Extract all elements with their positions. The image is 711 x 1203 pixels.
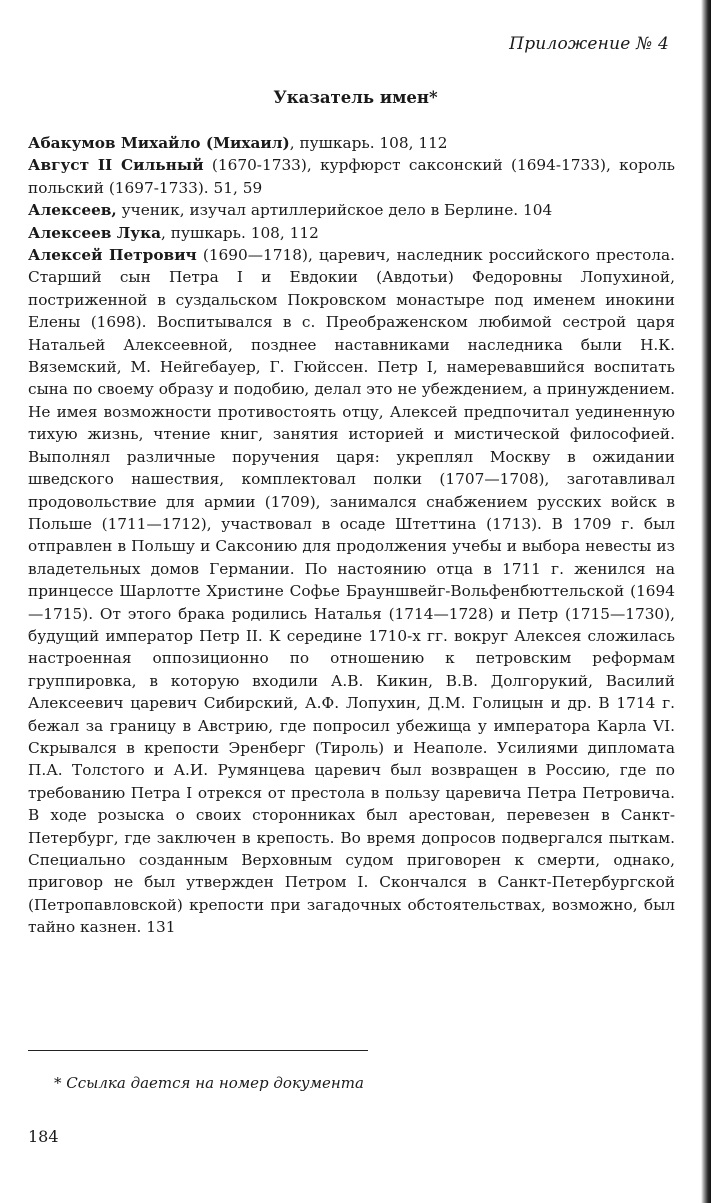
footnote: * Ссылка дается на номер документа (54, 1074, 364, 1092)
entry-name: Алексеев, (28, 201, 117, 220)
page-title: Указатель имен* (273, 88, 438, 107)
appendix-label: Приложение № 4 (509, 34, 669, 54)
entry-text: , пушкарь. 108, 112 (289, 134, 448, 152)
index-entry (28, 244, 675, 939)
entry-name: Август II Сильный (28, 156, 204, 175)
entry-name: Алексей Петрович (28, 246, 197, 265)
entry-name: Абакумов Михайло (Михаил) (28, 134, 290, 152)
index-entries (28, 132, 675, 939)
entry-text: ученик, изучал артиллерийское дело в Берлине. 104 (116, 201, 553, 220)
footnote-divider (28, 1050, 368, 1051)
entry-text: , пушкарь. 108, 112 (161, 223, 319, 242)
index-entry (28, 132, 675, 154)
entry-text: (1690—1718), царевич, наследник российского престола. Старший сын Петра I и Евдокии (Авдотьи) Федоровны Лопухиной, постриженной в суздальском Покровском монастыре под именем инокини Елены (1698). Воспитывался в с. Преображенском любимой сестрой царя Натальей Алексеевной, позднее наставниками наследника были Н.К. Вяземский, М. Нейгебауер, Г. Гюйссен. Петр I, намеревавшийся воспитать сына по своему образу и подобию, делал это не убеждением, а принуждением. Не имея возможности противостоять отцу, Алексей предпочитал уединенную тихую жизнь, чтение книг, занятия историей и мистической философией. Выполнял различные поручения царя: укреплял Москву в ожидании шведского нашествия, комплектовал полки (1707—1708), заготавливал продовольствие для армии (1709), занимался снабжением русских войск в Польше (1711—1712), участвовал в осаде Штеттина (1713). В 1709 г. был отправлен в Польшу и Саксонию для продолжения учебы и выбора невесты из владетельных домов Германии. По настоянию отца в 1711 г. женился на принцессе Шарлотте Христине Софье Брауншвейг-Вольфенбюттельской (1694—1715). От этого брака родились Наталья (1714—1728) и Петр (1715—1730), будущий император Петр II. К середине 1710-х гг. вокруг Алексея сложилась настроенная оппозиционно по отношению к петровским реформам группировка, в которую входили А.В. Кикин, В.В. Долгорукий, Василий Алексеевич царевич Сибирский, А.Ф. Лопухин, Д.М. Голицын и др. В 1714 г. бежал за границу в Австрию, где попросил убежища у императора Карла VI. Скрывался в крепости Эренберг (Тироль) и Неаполе. Усилиями дипломата П.А. Толстого и А.И. Румянцева царевич был возвращен в Россию, где по требованию Петра I отрекся от престола в пользу царевича Петра Петровича. В ходе розыска о своих сторонниках был арестован, перевезен в Санкт-Петербург, где заключен в крепость. Во время допросов подвергался пыткам. Специально созданным Верховным судом приговорен к смерти, однако, приговор не был утвержден Петром I. Скончался в Санкт-Петербургской (Петропавловской) крепости при загадочных обстоятельствах, возможно, был тайно казнен. 131 (28, 246, 675, 937)
entry-name: Алексеев Лука (28, 223, 162, 242)
scan-binding-edge (701, 0, 711, 1203)
entry-text: (1670-1733), курфюрст саксонский (1694-1733), король польский (1697-1733). 51, 59 (28, 156, 675, 197)
index-entry (28, 154, 675, 199)
page-number: 184 (28, 1127, 59, 1146)
index-entry (28, 222, 675, 244)
index-entry (28, 199, 675, 221)
